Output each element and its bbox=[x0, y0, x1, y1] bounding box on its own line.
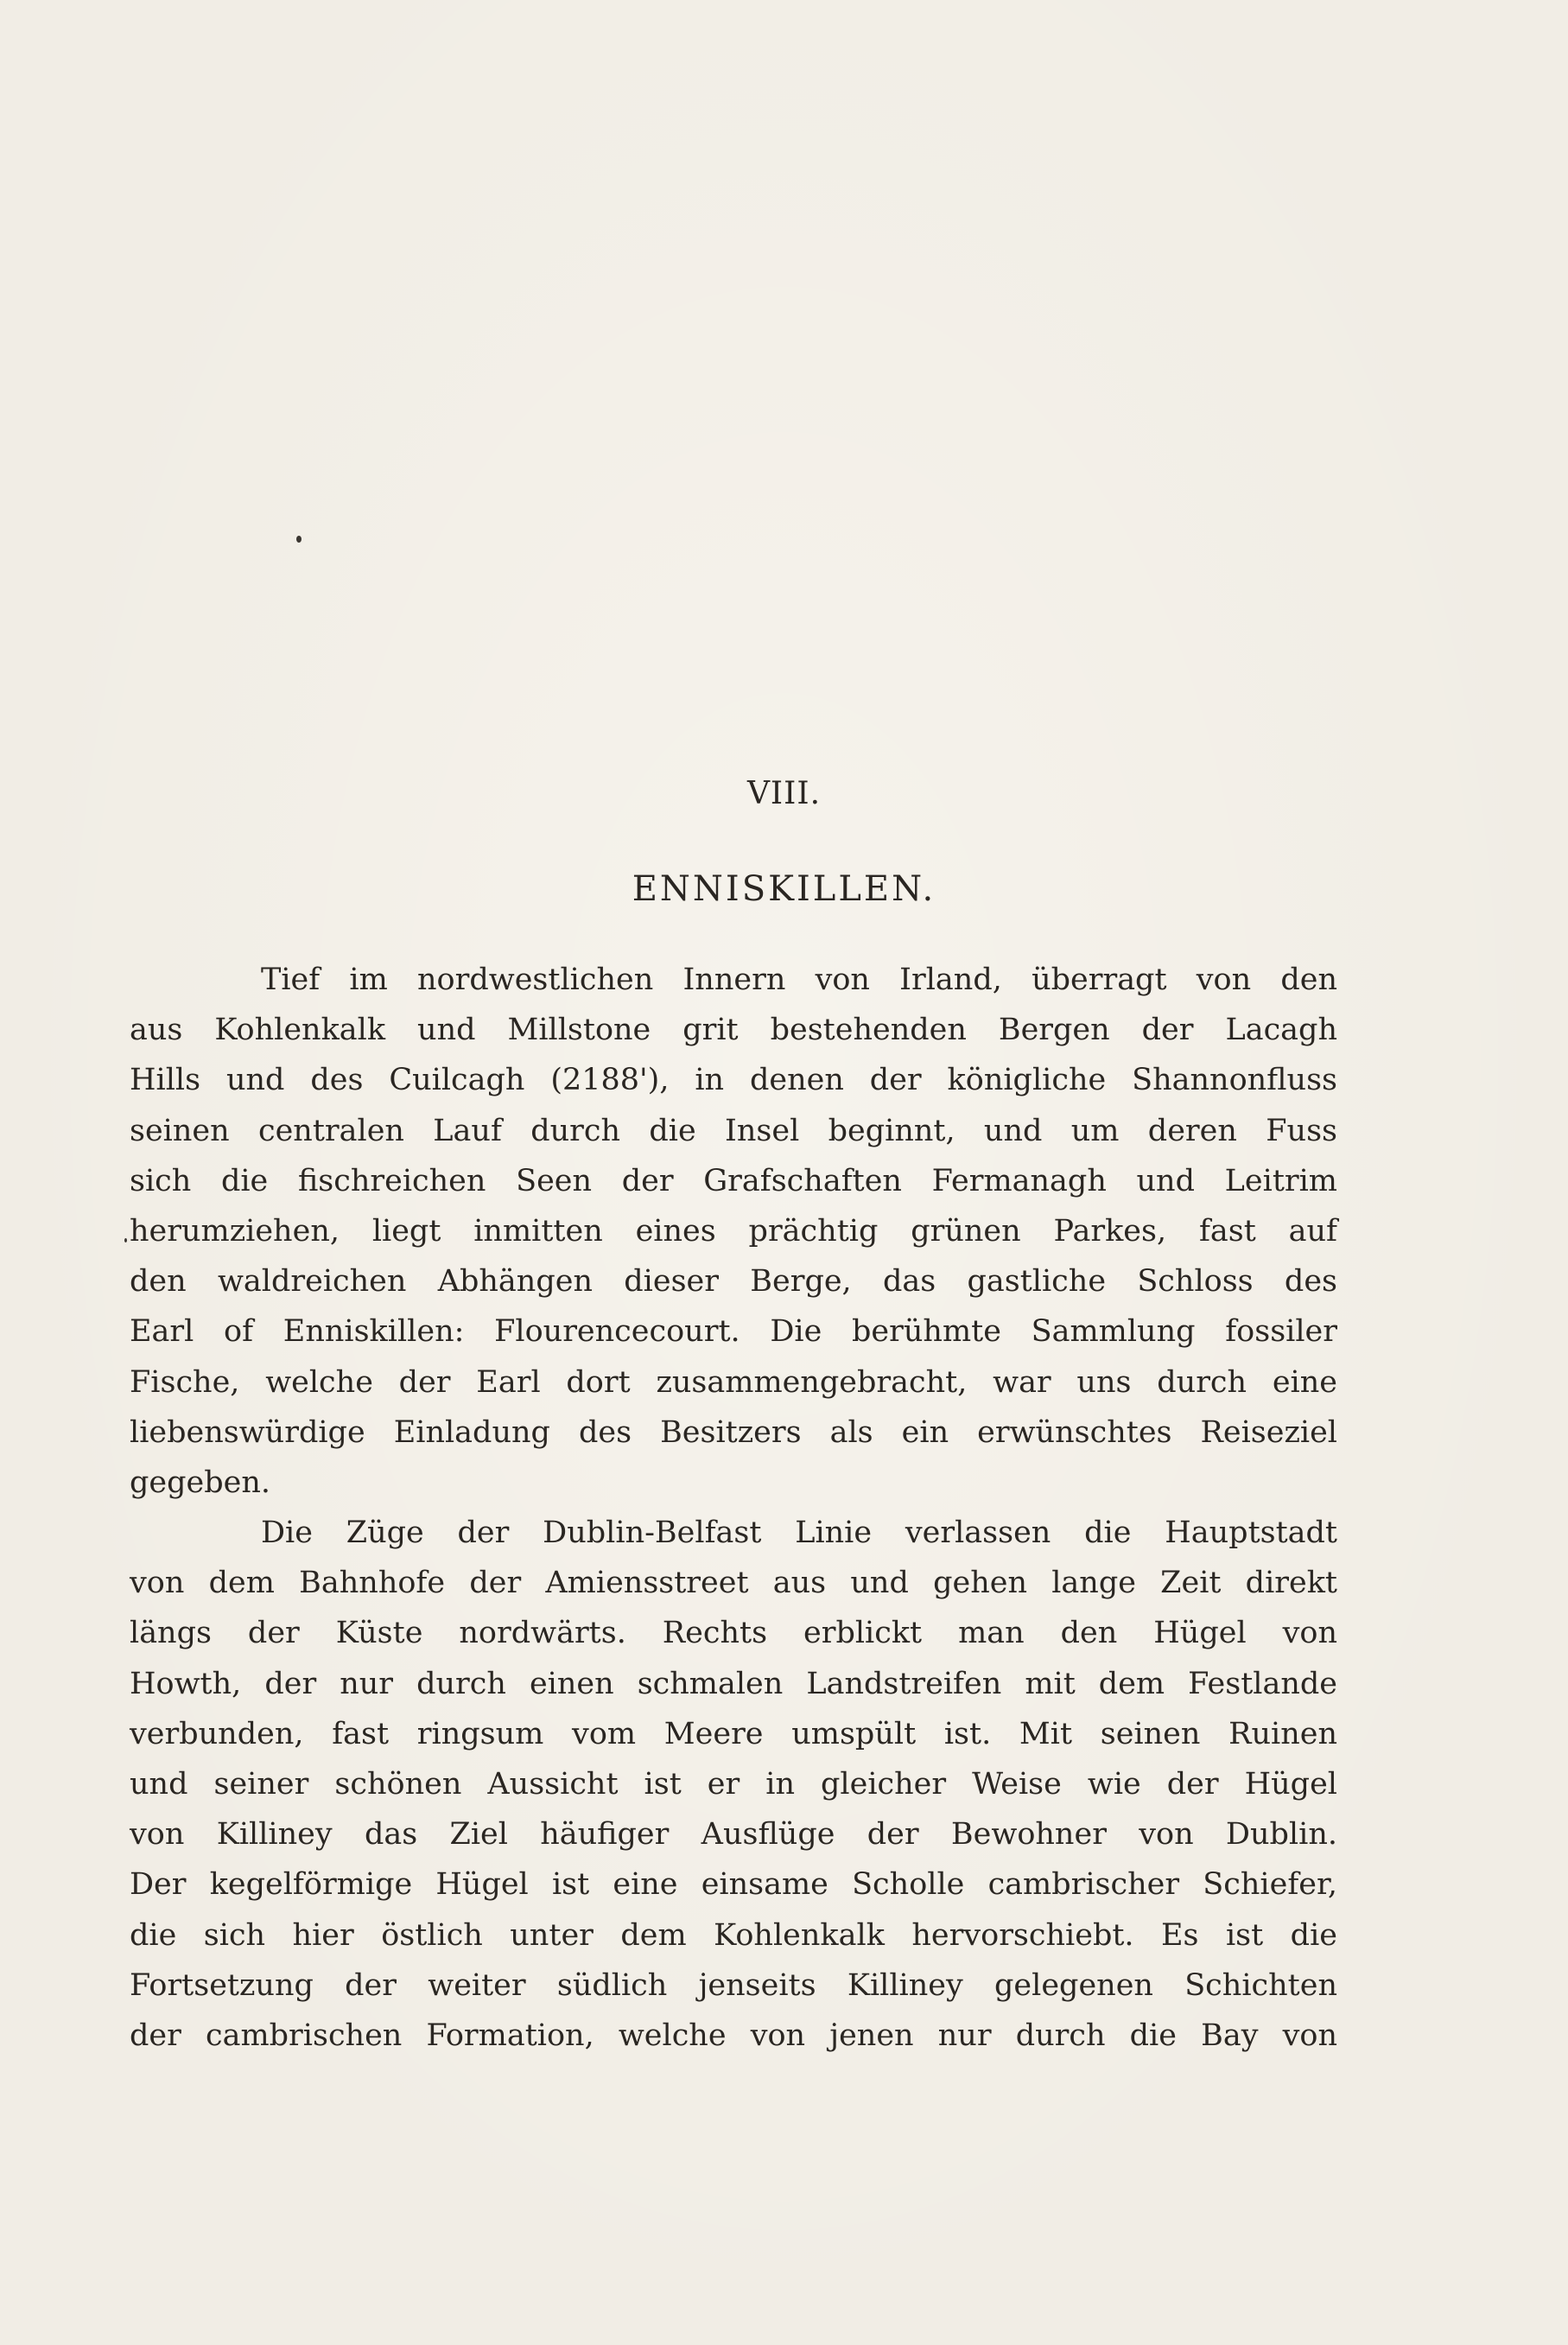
text-line: den waldreichen Abhängen dieser Berge, das gastliche Schloss des bbox=[130, 1264, 1337, 1300]
paragraph-2 bbox=[130, 1508, 1337, 2061]
paragraph-1 bbox=[130, 955, 1337, 1508]
text-line: gegeben. bbox=[130, 1465, 271, 1500]
text-line: seinen centralen Lauf durch die Insel beginnt, und um deren Fuss bbox=[130, 1113, 1337, 1148]
text-line: Die Züge der Dublin-Belfast Linie verlassen die Hauptstadt bbox=[261, 1516, 1337, 1551]
text-line: längs der Küste nordwärts. Rechts erblickt man den Hügel von bbox=[130, 1616, 1337, 1651]
text-line: Tief im nordwestlichen Innern von Irland, überragt von den bbox=[261, 963, 1337, 997]
text-line: Hills und des Cuilcagh (2188'), in denen der königliche Shannonfluss bbox=[130, 1063, 1337, 1098]
text-line: der cambrischen Formation, welche von jenen nur durch die Bay von bbox=[130, 2018, 1337, 2053]
ink-speck bbox=[124, 1238, 127, 1242]
chapter-title: ENNISKILLEN. bbox=[632, 869, 936, 909]
text-line: Der kegelförmige Hügel ist eine einsame Scholle cambrischer Schiefer, bbox=[130, 1867, 1337, 1903]
text-line: liebenswürdige Einladung des Besitzers als ein erwünschtes Reiseziel bbox=[130, 1414, 1337, 1450]
body-text bbox=[130, 955, 1337, 2061]
text-line: Fortsetzung der weiter südlich jenseits Killiney gelegenen Schichten bbox=[130, 1967, 1337, 2003]
text-line: von dem Bahnhofe der Amiensstreet aus und gehen lange Zeit direkt bbox=[130, 1566, 1337, 1601]
text-line: von Killiney das Ziel häufiger Ausflüge der Bewohner von Dublin. bbox=[130, 1817, 1337, 1852]
text-line: die sich hier östlich unter dem Kohlenkalk hervorschiebt. Es ist die bbox=[130, 1917, 1337, 1953]
chapter-number: VIII. bbox=[746, 776, 822, 811]
text-line: verbunden, fast ringsum vom Meere umspült ist. Mit seinen Ruinen bbox=[130, 1716, 1337, 1751]
ink-speck bbox=[296, 536, 302, 543]
text-line: Fische, welche der Earl dort zusammengebracht, war uns durch eine bbox=[130, 1364, 1337, 1400]
text-line: herumziehen, liegt inmitten eines prächtig grünen Parkes, fast auf bbox=[130, 1213, 1337, 1249]
text-line: und seiner schönen Aussicht ist er in gleicher Weise wie der Hügel bbox=[130, 1767, 1337, 1802]
text-line: Howth, der nur durch einen schmalen Landstreifen mit dem Festlande bbox=[130, 1666, 1337, 1701]
text-line: Earl of Enniskillen: Flourencecourt. Die berühmte Sammlung fossiler bbox=[130, 1314, 1337, 1350]
text-line: sich die fischreichen Seen der Grafschaften Fermanagh und Leitrim bbox=[130, 1163, 1337, 1198]
text-line: aus Kohlenkalk und Millstone grit bestehenden Bergen der Lacagh bbox=[130, 1013, 1337, 1048]
